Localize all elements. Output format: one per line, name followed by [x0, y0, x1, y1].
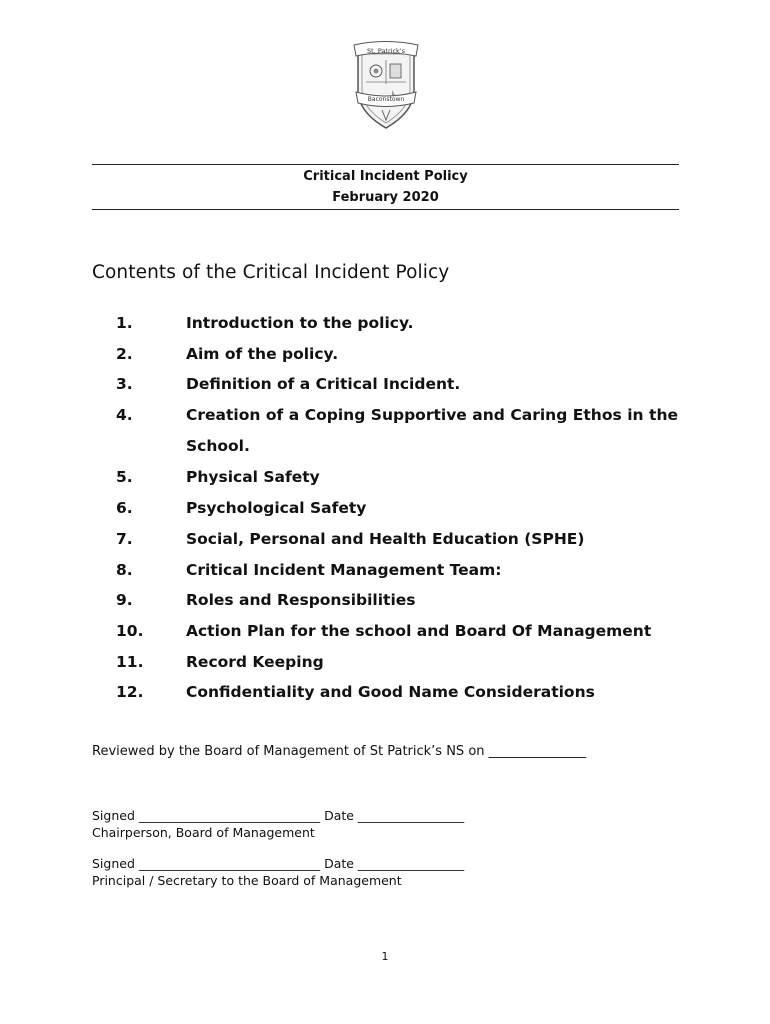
contents-heading: Contents of the Critical Incident Policy [92, 262, 450, 283]
toc-item [0, 345, 770, 369]
toc-item-number: 10. [116, 622, 144, 640]
toc-item-text: Definition of a Critical Incident. [186, 375, 461, 393]
toc-item [0, 530, 770, 554]
toc-item [0, 591, 770, 615]
toc-item [0, 653, 770, 677]
toc-item-number: 2. [116, 345, 133, 363]
toc-item-text: Action Plan for the school and Board Of Management [186, 622, 652, 640]
toc-item-number: 6. [116, 499, 133, 517]
toc-item [0, 683, 770, 707]
toc-item-text: Record Keeping [186, 653, 324, 671]
toc-item-number: 11. [116, 653, 144, 671]
toc-item-text: Aim of the policy. [186, 345, 339, 363]
policy-date: February 2020 [332, 190, 439, 205]
toc-item-text: Social, Personal and Health Education (SPHE) [186, 530, 585, 548]
toc-item-number: 5. [116, 468, 133, 486]
crest-top-text: St. Patrick's [367, 47, 405, 55]
chairperson-role: Chairperson, Board of Management [92, 825, 315, 840]
toc-item-text: Roles and Responsibilities [186, 591, 416, 609]
toc-item-number: 8. [116, 561, 133, 579]
toc-item [0, 561, 770, 585]
toc-item-number: 12. [116, 683, 144, 701]
principal-role: Principal / Secretary to the Board of Management [92, 873, 402, 888]
toc-item-number: 3. [116, 375, 133, 393]
toc-item [0, 314, 770, 338]
principal-signature-line: Signed _____________________________ Date _________________ [92, 856, 465, 871]
page-number: 1 [381, 950, 389, 963]
toc-item [0, 622, 770, 646]
toc-item-number: 9. [116, 591, 133, 609]
toc-item [0, 375, 770, 399]
header-bottom-rule [92, 209, 679, 210]
toc-item-text: Physical Safety [186, 468, 320, 486]
toc-item-text: Psychological Safety [186, 499, 367, 517]
school-crest-logo [352, 40, 420, 130]
toc-item-number: 7. [116, 530, 133, 548]
toc-item-text: Creation of a Coping Supportive and Caring Ethos in the School. [186, 406, 678, 455]
toc-item-number: 1. [116, 314, 133, 332]
toc-item-text: Critical Incident Management Team: [186, 561, 502, 579]
chairperson-signature-line: Signed _____________________________ Date _________________ [92, 808, 465, 823]
toc-item [0, 400, 770, 462]
crest-bottom-text: Baconstown [367, 96, 405, 103]
toc-item-text: Confidentiality and Good Name Considerations [186, 683, 595, 701]
review-statement: Reviewed by the Board of Management of St Patrick’s NS on _______________ [92, 744, 587, 759]
toc-item [0, 468, 770, 492]
toc-item-number: 4. [116, 406, 133, 424]
toc-item-text: Introduction to the policy. [186, 314, 414, 332]
policy-title: Critical Incident Policy [303, 169, 468, 184]
header-top-rule [92, 164, 679, 165]
toc-item [0, 499, 770, 523]
